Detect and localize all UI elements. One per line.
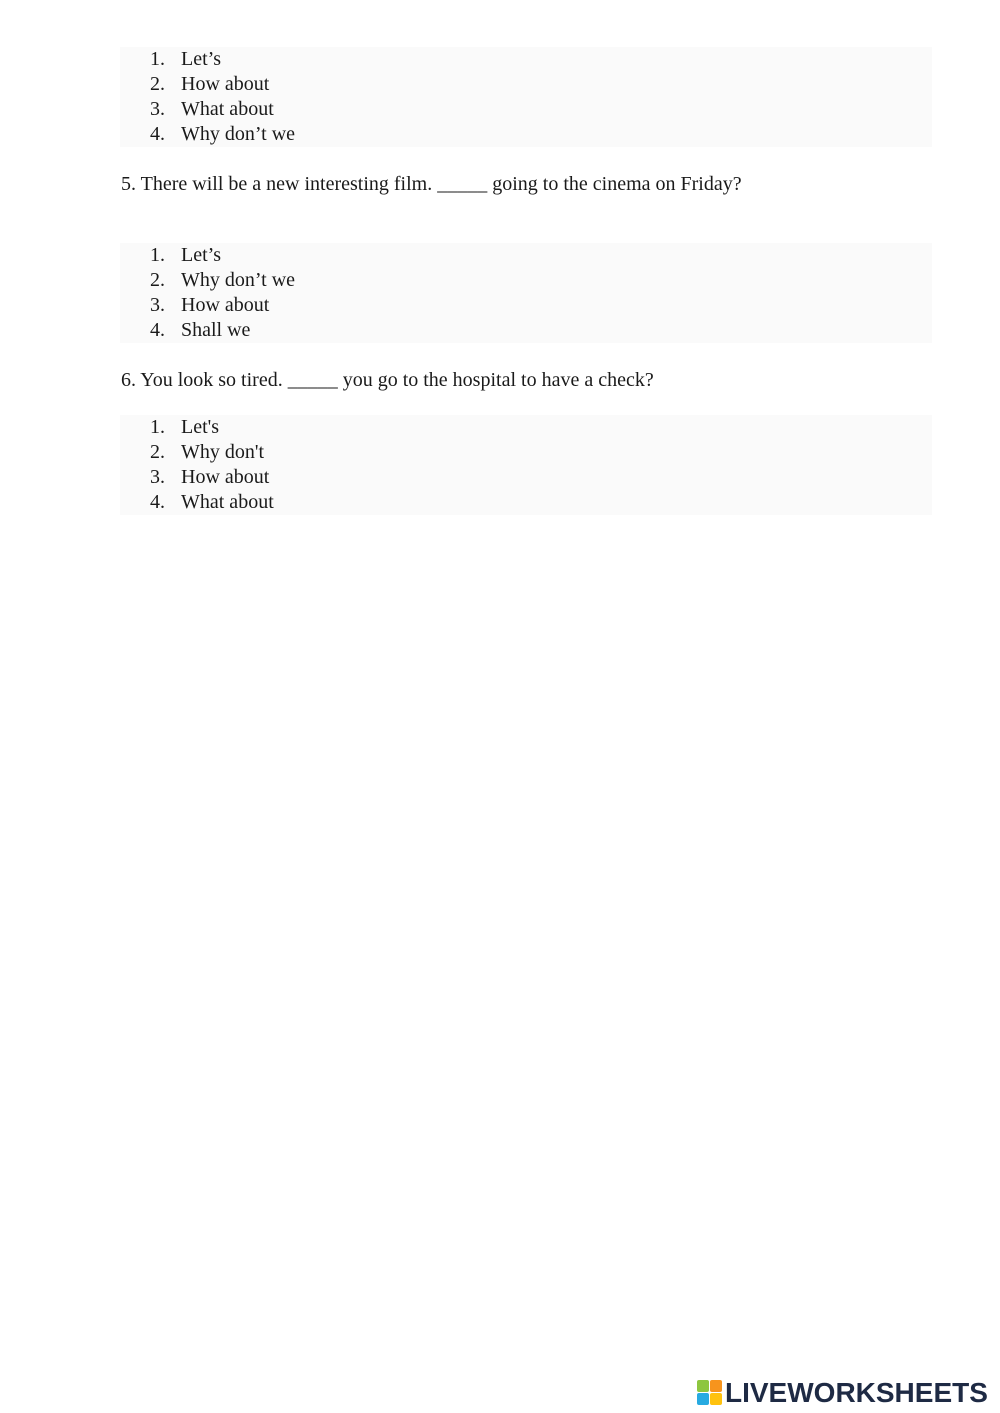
option-item[interactable]: [120, 47, 932, 72]
option-label: Let’s: [181, 244, 221, 266]
question-4-options: [120, 47, 932, 147]
option-label: Why don’t we: [181, 269, 296, 291]
option-item[interactable]: [120, 72, 932, 97]
option-number: 3.: [150, 294, 165, 316]
option-label: How about: [181, 294, 270, 316]
option-number: 1.: [150, 416, 165, 438]
option-number: 2.: [150, 441, 165, 463]
option-label: Why don't: [181, 441, 265, 463]
option-item[interactable]: [120, 415, 932, 440]
option-label: Shall we: [181, 319, 251, 341]
question-5-text: 5. There will be a new interesting film. _____ going to the cinema on Friday?: [121, 173, 742, 195]
option-item[interactable]: [120, 268, 932, 293]
option-number: 4.: [150, 319, 165, 341]
option-number: 2.: [150, 269, 165, 291]
option-item[interactable]: [120, 318, 932, 343]
option-item[interactable]: [120, 465, 932, 490]
option-number: 3.: [150, 466, 165, 488]
option-number: 3.: [150, 98, 165, 120]
option-label: What about: [181, 98, 274, 120]
brand-wordmark: LIVEWORKSHEETS: [725, 1377, 988, 1408]
option-label: What about: [181, 491, 274, 513]
question-5-options: [120, 243, 932, 343]
option-item[interactable]: [120, 97, 932, 122]
option-number: 4.: [150, 123, 165, 145]
option-item[interactable]: [120, 440, 932, 465]
question-6-options: [120, 415, 932, 515]
option-item[interactable]: [120, 243, 932, 268]
option-number: 1.: [150, 48, 165, 70]
option-label: How about: [181, 466, 270, 488]
option-label: Let's: [181, 416, 220, 438]
option-label: Why don’t we: [181, 123, 296, 145]
option-label: How about: [181, 73, 270, 95]
option-item[interactable]: [120, 122, 932, 147]
option-item[interactable]: [120, 490, 932, 515]
option-item[interactable]: [120, 293, 932, 318]
liveworksheets-logo: [697, 1378, 988, 1408]
option-label: Let’s: [181, 48, 221, 70]
question-6-text: 6. You look so tired. _____ you go to the hospital to have a check?: [121, 369, 654, 391]
option-number: 2.: [150, 73, 165, 95]
option-number: 1.: [150, 244, 165, 266]
option-number: 4.: [150, 491, 165, 513]
logo-blocks-icon: [697, 1380, 723, 1406]
